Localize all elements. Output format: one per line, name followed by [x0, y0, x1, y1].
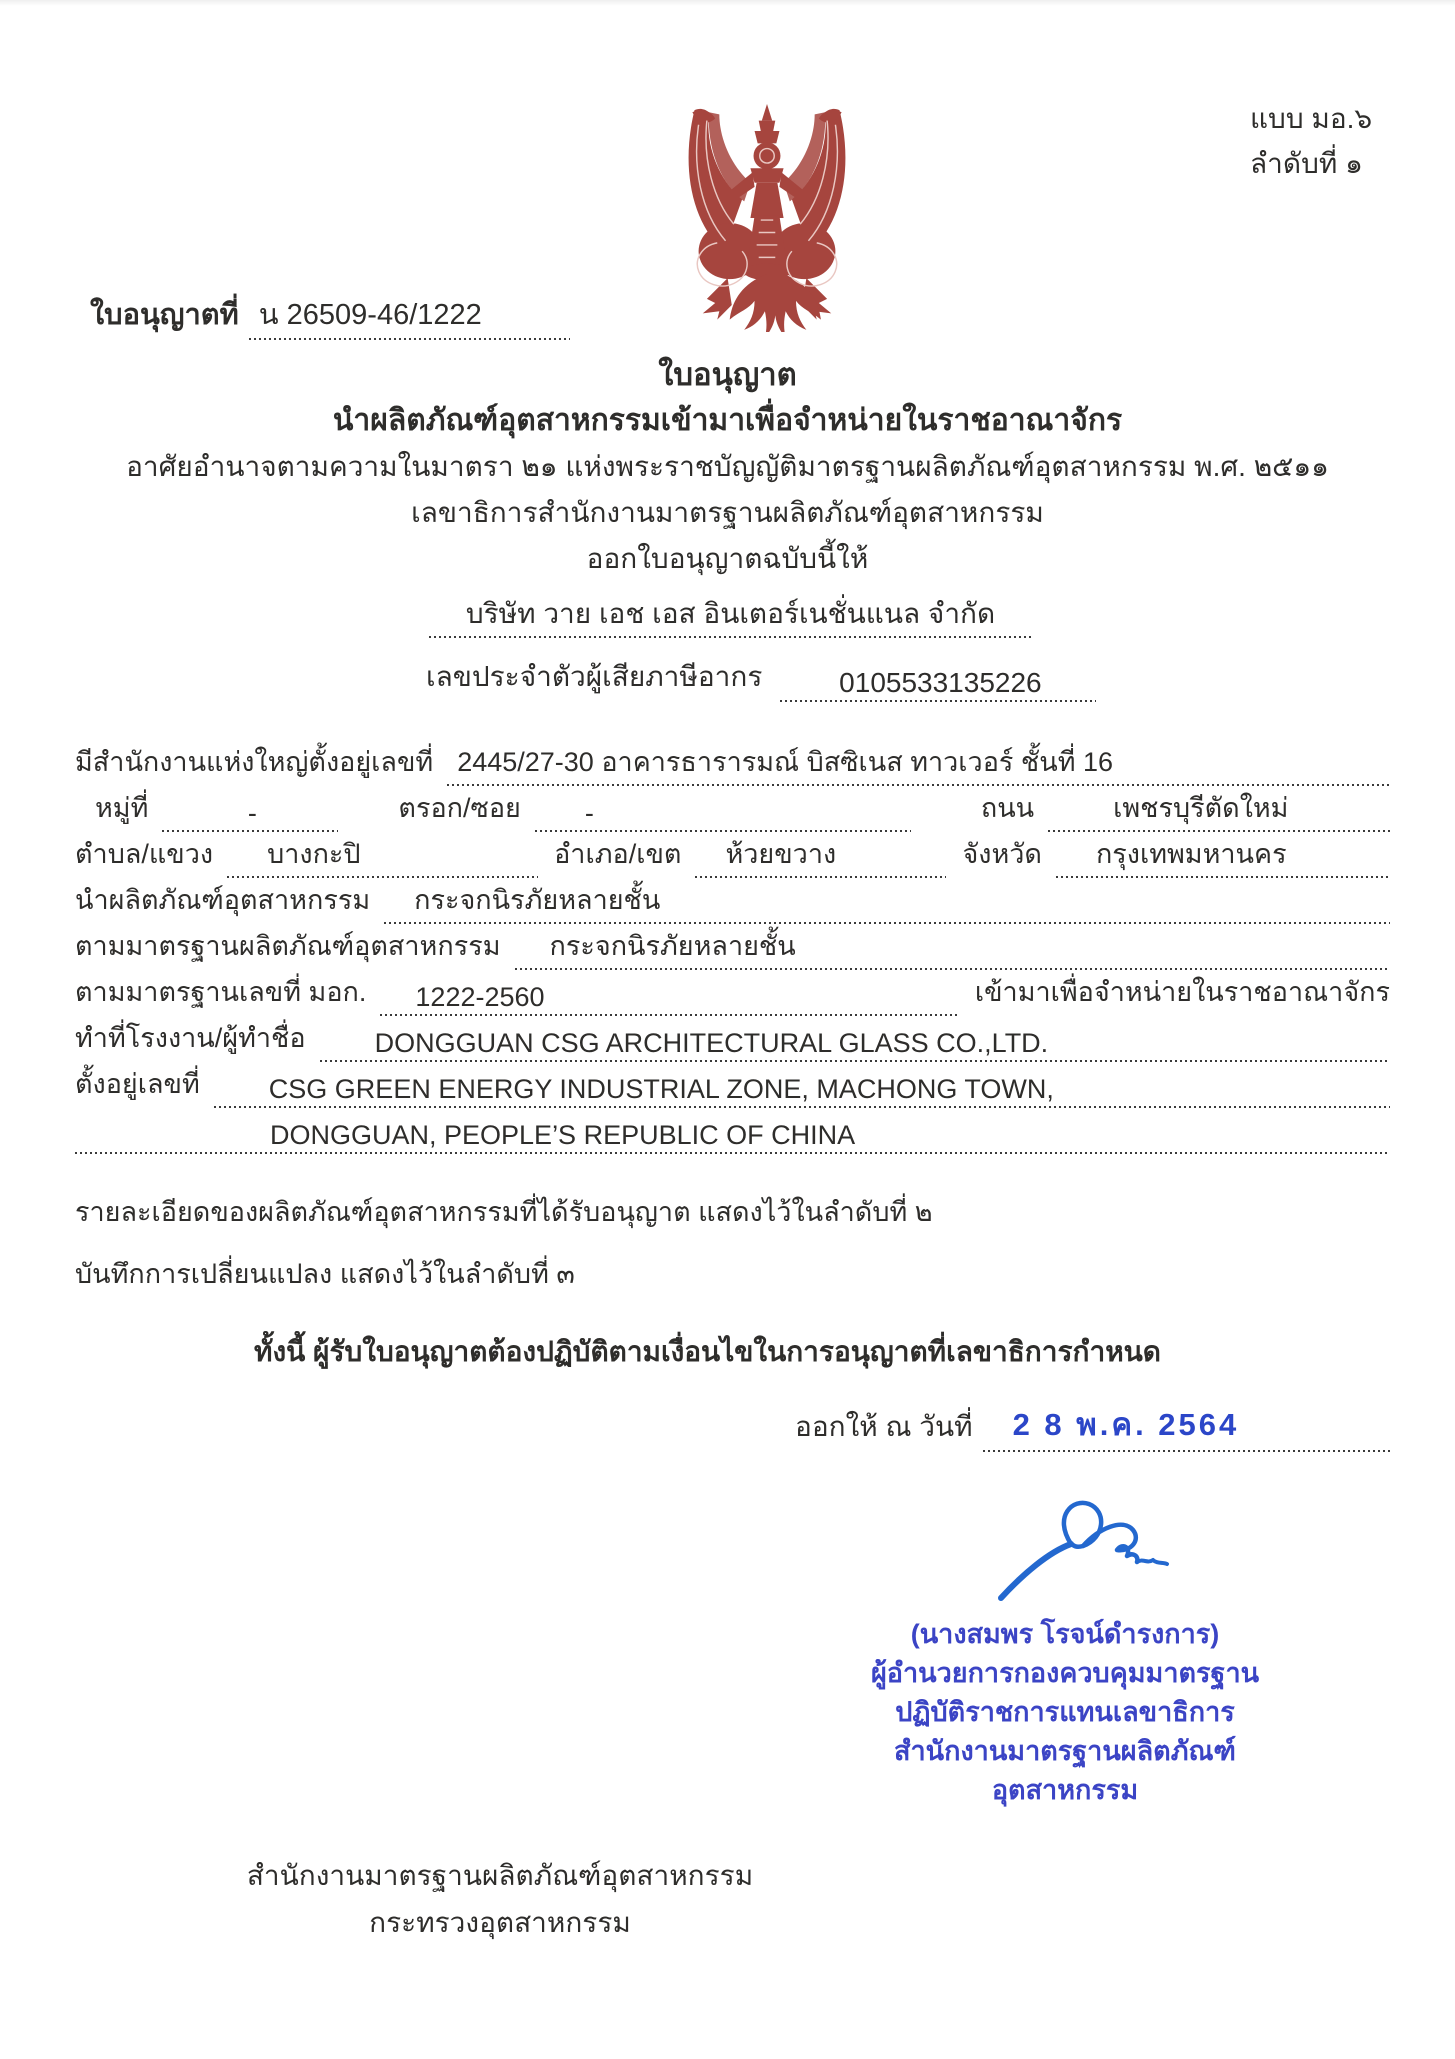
road-label: ถนน: [980, 793, 1035, 823]
head-office-label: มีสำนักงานแห่งใหญ่ตั้งอยู่เลขที่: [75, 747, 434, 777]
factory-name-label: ทำที่โรงงาน/ผู้ทำชื่อ: [75, 1023, 306, 1053]
changes-note: บันทึกการเปลี่ยนแปลง แสดงไว้ในลำดับที่ ๓: [75, 1259, 575, 1289]
footer-ministry: กระทรวงอุตสาหกรรม: [369, 1907, 631, 1938]
import-product-label: นำผลิตภัณฑ์อุตสาหกรรม: [75, 885, 371, 915]
signature-icon: [995, 1496, 1175, 1606]
signatory-title-3: สำนักงานมาตรฐานผลิตภัณฑ์อุตสาหกรรม: [894, 1736, 1236, 1805]
tax-id-row: [426, 656, 1096, 702]
document-subtitle: นำผลิตภัณฑ์อุตสาหกรรมเข้ามาเพื่อจำหน่ายในราชอาณาจักร: [332, 404, 1123, 437]
standard-number-label: ตามมาตรฐานเลขที่ มอก.: [75, 977, 367, 1007]
footer-office: สำนักงานมาตรฐานผลิตภัณฑ์อุตสาหกรรม: [246, 1860, 754, 1891]
garuda-emblem-icon: [663, 104, 871, 332]
form-code-block: [1250, 96, 1372, 186]
district-value: ห้วยขวาง: [695, 832, 946, 878]
issue-date-stamp: 2 8 พ.ค. 2564: [1012, 1407, 1240, 1442]
road-value: เพชรบุรีตัดใหม่: [1048, 786, 1390, 832]
standard-product-value: กระจกนิรภัยหลายชั้น: [515, 924, 1390, 970]
issue-date-row: [795, 1406, 1390, 1452]
tax-id-value: 0105533135226: [780, 667, 1096, 702]
import-product-value: กระจกนิรภัยหลายชั้น: [384, 878, 1390, 924]
signatory-title-2: ปฏิบัติราชการแทนเลขาธิการ: [895, 1697, 1235, 1727]
province-label: จังหวัด: [962, 839, 1042, 869]
factory-address-line1: CSG GREEN ENERGY INDUSTRIAL ZONE, MACHONG TOWN,: [214, 1074, 1390, 1108]
province-value: กรุงเทพมหานคร: [1056, 832, 1390, 878]
standard-number-value: 1222-2560: [380, 982, 958, 1016]
licensee-company-name: บริษัท วาย เอช เอส อินเตอร์เนชั่นแนล จำกัด: [429, 592, 1032, 638]
footer-block: [150, 1852, 850, 1946]
import-purpose-text: เข้ามาเพื่อจำหน่ายในราชอาณาจักร: [974, 977, 1390, 1007]
subdistrict-label: ตำบล/แขวง: [75, 839, 214, 869]
issuing-authority-line: เลขาธิการสำนักงานมาตรฐานผลิตภัณฑ์อุตสาหกรรม: [411, 497, 1044, 528]
factory-address-label: ตั้งอยู่เลขที่: [75, 1069, 200, 1099]
garuda-emblem: [663, 104, 871, 332]
moo-value: -: [162, 798, 338, 832]
head-office-value: 2445/27-30 อาคารธารารมณ์ บิสซิเนส ทาวเวอร์ ชั้นที่ 16: [447, 740, 1390, 786]
license-number-row: [90, 292, 570, 340]
subdistrict-value: บางกะปิ: [227, 832, 538, 878]
grant-line: ออกใบอนุญาตฉบับนี้ให้: [586, 543, 869, 574]
factory-name-value: DONGGUAN CSG ARCHITECTURAL GLASS CO.,LTD.: [320, 1028, 1390, 1062]
soi-label: ตรอก/ซอย: [398, 793, 521, 823]
handwritten-signature: [995, 1496, 1175, 1606]
signatory-stamp-block: [850, 1615, 1280, 1810]
form-code: แบบ มอ.๖: [1250, 103, 1373, 134]
signatory-title-1: ผู้อำนวยการกองควบคุมมาตรฐาน: [870, 1658, 1260, 1688]
district-label: อำเภอ/เขต: [554, 839, 682, 869]
import-product-row: [75, 884, 1390, 924]
head-office-row: [75, 746, 1390, 786]
legal-basis-line: อาศัยอำนาจตามความในมาตรา ๒๑ แห่งพระราชบัญญัติมาตรฐานผลิตภัณฑ์อุตสาหกรรม พ.ศ. ๒๕๑๑: [126, 451, 1329, 482]
moo-soi-road-row: [75, 792, 1390, 832]
factory-address-row: [75, 1068, 1390, 1108]
soi-value: -: [535, 798, 911, 832]
issue-date-label: ออกให้ ณ วันที่: [795, 1411, 973, 1442]
moo-label: หมู่ที่: [95, 793, 149, 823]
tax-id-label: เลขประจำตัวผู้เสียภาษีอากร: [426, 661, 763, 692]
standard-product-label: ตามมาตรฐานผลิตภัณฑ์อุตสาหกรรม: [75, 931, 501, 961]
document-title: ใบอนุญาต: [658, 357, 797, 392]
title-block: [0, 352, 1455, 582]
license-number-label: ใบอนุญาตที่: [90, 299, 239, 331]
license-number-value: น 26509-46/1222: [249, 291, 570, 340]
factory-name-row: [75, 1022, 1390, 1062]
conditions-line: ทั้งนี้ ผู้รับใบอนุญาตต้องปฏิบัติตามเงื่อนไขในการอนุญาตที่เลขาธิการกำหนด: [254, 1336, 1161, 1367]
sequence-number: ลำดับที่ ๑: [1250, 148, 1363, 179]
factory-address-row-2: [75, 1110, 1390, 1154]
factory-address-line2: DONGGUAN, PEOPLE’S REPUBLIC OF CHINA: [75, 1120, 1390, 1154]
standard-product-row: [75, 930, 1390, 970]
subdistrict-district-province-row: [75, 838, 1390, 878]
standard-number-row: [75, 976, 1390, 1016]
detail-note: รายละเอียดของผลิตภัณฑ์อุตสาหกรรมที่ได้รับอนุญาต แสดงไว้ในลำดับที่ ๒: [75, 1197, 933, 1227]
signatory-name: (นางสมพร โรจน์ดำรงการ): [910, 1619, 1220, 1649]
